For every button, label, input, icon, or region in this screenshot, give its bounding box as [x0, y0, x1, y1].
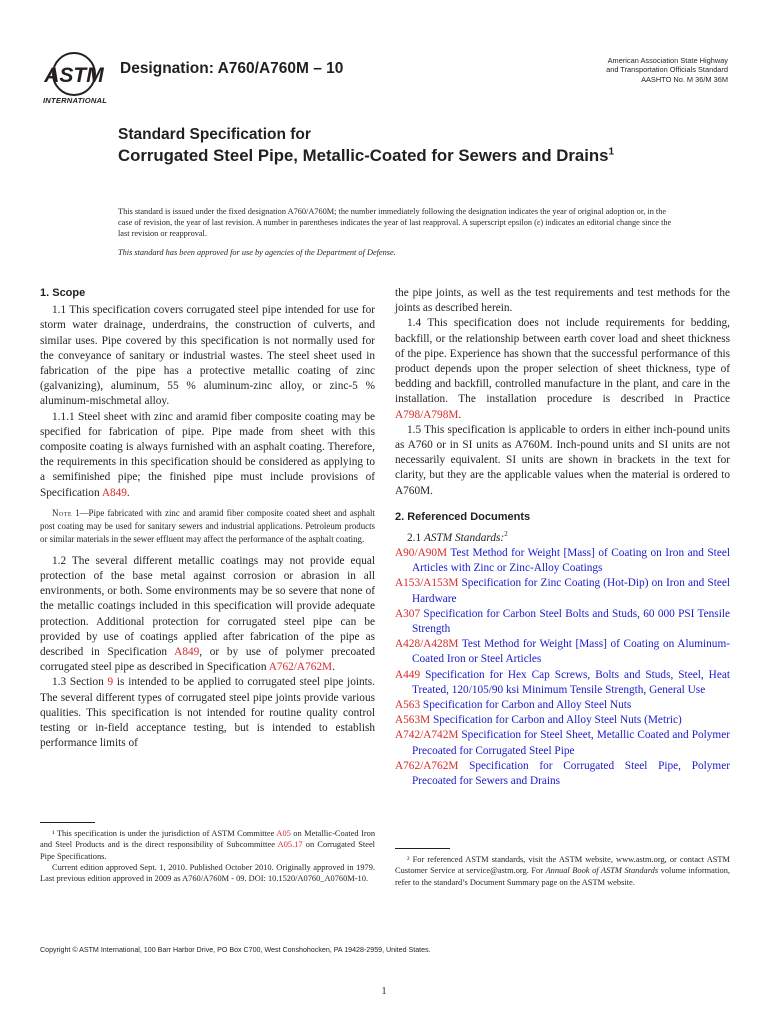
ref-title[interactable]: Specification for Zinc Coating (Hot-Dip) on Iron and Steel Hardware — [412, 577, 730, 605]
ref-title[interactable]: Specification for Corrugated Steel Pipe, Polymer Precoated for Sewers and Drains — [412, 759, 730, 788]
link-a798[interactable]: A798/A798M — [395, 408, 459, 421]
paragraph-1-1-1 — [40, 410, 375, 501]
left-column — [40, 286, 375, 751]
paragraph-1-3-a: 1.3 Section — [52, 676, 108, 689]
footnote-2-para — [395, 854, 730, 888]
ref-code[interactable]: A742/A742M — [395, 729, 459, 742]
paragraph-1-2-text: 1.2 The several different metallic coatings may not provide equal protection of the base metal against corrosion or abrasion in all environments, or both. Some environments may be so severe that none of the metallic coatings included in this specification will provide adequate protection. Additional protection for corrugated steel pipe can be provided by use of coatings applied after fabrication of the pipe as described in Specification — [40, 554, 375, 658]
paragraph-1-1-1-end: . — [126, 486, 130, 499]
footnote-1-text-c: on Corrugated Steel Pipe Specifications. — [40, 840, 375, 861]
ref-code[interactable]: A307 — [395, 607, 421, 620]
astm-logo — [40, 50, 112, 110]
ref-code[interactable]: A90/A90M — [395, 547, 448, 560]
ref-item — [395, 607, 730, 637]
section-heading-referenced-documents: 2. Referenced Documents — [395, 510, 531, 523]
footnote-2-italic: Annual Book of ASTM Standards — [545, 866, 659, 876]
section-heading-scope: 1. Scope — [40, 287, 86, 299]
footnote-1-text-b: on Metallic-Coated Iron and Steel Products and is the direct responsibility of Subcommittee — [40, 829, 376, 850]
referenced-standards-list — [395, 546, 730, 789]
ref-code[interactable]: A428/A428M — [395, 638, 459, 651]
ref-item — [395, 698, 730, 713]
link-section-9[interactable]: 9 — [107, 676, 114, 689]
ref-item — [395, 576, 730, 606]
note-1 — [40, 507, 375, 547]
link-a762[interactable]: A762/A762M — [268, 661, 333, 674]
page-number: 1 — [381, 986, 387, 997]
footnote-2 — [395, 854, 730, 888]
link-a849-2[interactable]: A849 — [174, 645, 200, 658]
link-a05[interactable]: A05 — [276, 829, 291, 838]
title-text: Corrugated Steel Pipe, Metallic-Coated for Sewers and Drains — [118, 146, 609, 165]
title-footnote-mark: 1 — [608, 146, 615, 158]
footnote-1 — [40, 828, 375, 884]
astm-standards-label: ASTM Standards: — [423, 531, 505, 544]
paragraph-1-4-end: . — [458, 408, 462, 421]
footnote-rule-left — [40, 822, 95, 823]
ref-title[interactable]: Specification for Hex Cap Screws, Bolts and Studs, Steel, Heat Treated, 120/105/90 ksi Minimum Tensile Strength, General Use — [412, 668, 730, 696]
paragraph-1-2-mid: , or by use of polymer precoated corrugated steel pipe as described in Specification — [40, 645, 376, 674]
ref-code[interactable]: A563M — [395, 714, 431, 727]
paragraph-1-4 — [395, 316, 730, 422]
ref-code[interactable]: A449 — [395, 668, 421, 681]
ref-code[interactable]: A153/A153M — [395, 577, 459, 590]
ref-title[interactable]: Specification for Carbon and Alloy Steel Nuts — [420, 699, 632, 712]
paragraph-1-4-text: 1.4 This specification does not include requirements for bedding, backfill, or the relationship between earth cover load and sheet thickness of the pipe. Experience has shown that the successful performance of this product depends upon the proper selection of sheet thickness, type of bedding and backfill, controlled manufacture in the plant, and care in the installation. The installation procedure is described in Practice — [395, 317, 730, 406]
link-a849[interactable]: A849 — [101, 486, 127, 499]
footnote-1-para-1 — [40, 828, 375, 862]
note-label: Note — [52, 507, 73, 518]
ref-title[interactable]: Test Method for Weight [Mass] of Coating on Aluminum-Coated Iron or Steel Articles — [412, 638, 730, 666]
paragraph-1-2-end: . — [332, 661, 335, 674]
astm-standards-footnote-mark: 2 — [504, 530, 508, 539]
designation: Designation: A760/A760M – 10 — [120, 60, 344, 77]
dod-approval-note: This standard has been approved for use by agencies of the Department of Defense. — [118, 248, 396, 257]
paragraph-1-5: 1.5 This specification is applicable to orders in either inch-pound units as A760 or in SI units as A760M. Inch-pound units and SI units are not necessarily equivalent. SI units are shown in brackets in the text for clarity, but they are the applicable values when the material is ordered to A760M. — [395, 423, 730, 497]
issuance-note: This standard is issued under the fixed designation A760/A760M; the number immediately following the designation indicates the year of original adoption or, in the case of revision, the year of last revision. A number in parentheses indicates the year of last reapproval. A superscript epsilon (ε) indicates an editorial change since the last revision or reapproval. — [118, 207, 672, 239]
footnote-2-text-c: volume information, refer to the standard’s Document Summary page on the ASTM website. — [395, 866, 730, 887]
note-text: 1—Pipe fabricated with zinc and aramid fiber composite coated sheet and asphalt post coating may be used for sanitary sewers and industrial applications. Petroleum products or similar materials in the sewer effluent may affect the performance of the asphalt coating. — [40, 507, 375, 545]
svg-text:ASTM: ASTM — [44, 64, 104, 87]
footnote-2-text-a: ² For referenced ASTM standards, visit the ASTM website, www.astm.org, or contact ASTM Customer Service at service@astm.org. For — [395, 855, 730, 876]
logo-international-text: INTERNATIONAL — [43, 96, 108, 105]
copyright-notice: Copyright © ASTM International, 100 Barr Harbor Drive, PO Box C700, West Conshohocken, PA 19428-2959, United States. — [40, 946, 431, 954]
ref-title[interactable]: Specification for Steel Sheet, Metallic Coated and Polymer Precoated for Corrugated Steel Pipe — [412, 729, 730, 757]
footnote-rule-right — [395, 848, 450, 849]
paragraph-1-3 — [40, 675, 375, 751]
aashto-line-2: and Transportation Officials Standard — [606, 65, 728, 75]
document-title — [118, 146, 638, 166]
paragraph-1-2 — [40, 554, 375, 676]
ref-item — [395, 759, 730, 789]
ref-item — [395, 546, 730, 576]
ref-item — [395, 728, 730, 758]
aashto-line-1: American Association State Highway — [607, 56, 728, 65]
paragraph-2-1-number: 2.1 — [407, 531, 424, 544]
paragraph-1-1-1-text: 1.1.1 Steel sheet with zinc and aramid fiber composite coating may be specified for fabrication of pipe. Pipe made from sheet with this composite coating is always furnished with an asphalt coating. Therefore, the requirements in this specification should be considered as applying to a semifinished pipe; the finished pipe must include provisions of Specification — [40, 410, 375, 499]
link-a05-17[interactable]: A05.17 — [277, 840, 303, 850]
ref-item — [395, 713, 730, 728]
ref-title[interactable]: Test Method for Weight [Mass] of Coating on Iron and Steel Articles with Zinc or Zinc-Alloy Coatings — [412, 547, 730, 575]
ref-title[interactable]: Specification for Carbon and Alloy Steel Nuts (Metric) — [430, 714, 682, 727]
standard-for-label: Standard Specification for — [118, 126, 311, 143]
right-column — [395, 286, 730, 789]
aashto-reference — [488, 56, 728, 84]
ref-item — [395, 668, 730, 698]
footnote-1-para-2: Current edition approved Sept. 1, 2010. Published October 2010. Originally approved in 1979. Last previous edition approved in 2009 as A760/A760M - 09. DOI: 10.1520/A0760_A0760M-10. — [40, 862, 375, 884]
ref-code[interactable]: A762/A762M — [395, 759, 459, 772]
ref-code[interactable]: A563 — [395, 699, 421, 712]
ref-item — [395, 637, 730, 667]
ref-title[interactable]: Specification for Carbon Steel Bolts and Studs, 60 000 PSI Tensile Strength — [412, 607, 730, 636]
paragraph-2-1 — [395, 527, 730, 546]
paragraph-1-3-b: is intended to be applied to corrugated steel pipe joints. The several different types of corrugated steel pipe joints provide various qualities. This specification is not intended for routine quality control testing or in-field acceptance testing, but is intended to establish performance limits of — [40, 676, 375, 750]
aashto-line-3: AASHTO No. M 36/M 36M — [641, 74, 728, 84]
footnote-1-text-a: ¹ This specification is under the jurisdiction of ASTM Committee — [52, 829, 277, 838]
paragraph-1-3-continued: the pipe joints, as well as the test requirements and test methods for the joints as described herein. — [395, 287, 730, 315]
paragraph-1-1: 1.1 This specification covers corrugated steel pipe intended for use for storm water drainage, underdrains, the construction of culverts, and similar uses. Pipe covered by this specification is not normally used for the conveyance of sanitary or industrial wastes. The steel sheet used in fabrication of the pipe has a protective metallic coating of zinc (galvanizing), aluminum, 55 % aluminum-zinc alloy, or zinc-5 % aluminum-mischmetal alloy. — [40, 304, 375, 408]
